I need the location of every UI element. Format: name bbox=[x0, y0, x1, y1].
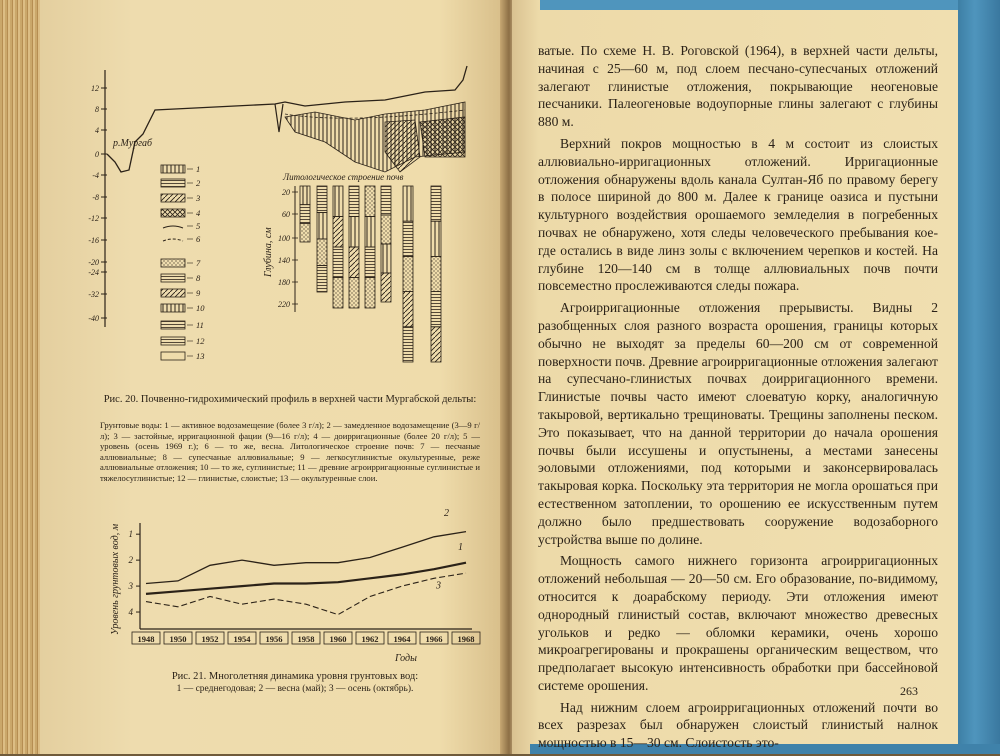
legend-line bbox=[163, 239, 183, 241]
lithology-title: Литологическое строение почв bbox=[283, 172, 404, 182]
cover-edge-top bbox=[540, 0, 1000, 10]
legend-swatch bbox=[161, 194, 185, 202]
soil-column-layer bbox=[333, 278, 343, 309]
figure-20-caption: Рис. 20. Почвенно-гидрохимический профиль в верхней части Мургабской дельты: bbox=[103, 394, 477, 405]
soil-column-layer bbox=[349, 186, 359, 217]
depth-tick-label: 180 bbox=[278, 278, 290, 287]
y-tick-label: 4 bbox=[128, 607, 133, 618]
legend-swatch bbox=[161, 289, 185, 297]
depth-tick-label: 140 bbox=[278, 256, 290, 265]
depth-tick-label: 60 bbox=[282, 210, 290, 219]
soil-column-layer bbox=[403, 221, 413, 256]
y-tick-label: 2 bbox=[128, 555, 133, 566]
soil-column-layer bbox=[381, 244, 391, 273]
depth-tick-label: 100 bbox=[278, 234, 290, 243]
right-page-text bbox=[538, 42, 938, 756]
x-tick-label: 1966 bbox=[425, 634, 443, 644]
soil-column-layer bbox=[317, 213, 327, 240]
soil-column-layer bbox=[349, 278, 359, 309]
legend-number: 11 bbox=[196, 320, 204, 330]
depth-tick-label: 20 bbox=[282, 188, 290, 197]
legend-swatch bbox=[161, 304, 185, 312]
x-tick-label: 1948 bbox=[137, 634, 155, 644]
y-tick-label: -24 bbox=[88, 268, 99, 277]
y-tick-label: 4 bbox=[95, 126, 99, 135]
y-tick-label: 3 bbox=[128, 581, 133, 592]
y-tick-label: -8 bbox=[92, 193, 99, 202]
page-number: 263 bbox=[900, 684, 918, 698]
legend-swatch bbox=[161, 274, 185, 282]
y-tick-label: 1 bbox=[128, 529, 133, 540]
x-tick-label: 1958 bbox=[297, 634, 315, 644]
y-tick-label: 12 bbox=[91, 84, 99, 93]
soil-column-layer bbox=[403, 256, 413, 291]
soil-column-layer bbox=[431, 221, 441, 256]
soil-column-layer bbox=[300, 186, 310, 205]
x-tick-label: 1960 bbox=[329, 634, 347, 644]
legend-number: 6 bbox=[196, 234, 201, 244]
y-axis-label: Уровень грунтовых вод, м bbox=[110, 523, 121, 635]
y-tick-label: 0 bbox=[95, 150, 99, 159]
y-tick-label: -40 bbox=[88, 314, 99, 323]
legend-number: 4 bbox=[196, 208, 201, 218]
x-tick-label: 1954 bbox=[233, 634, 251, 644]
soil-column-layer bbox=[431, 327, 441, 362]
legend-number: 5 bbox=[196, 221, 201, 231]
y-tick-label: -4 bbox=[92, 171, 99, 180]
x-tick-label: 1952 bbox=[201, 634, 219, 644]
soil-column-layer bbox=[317, 239, 327, 266]
legend-number: 3 bbox=[196, 193, 201, 203]
series-label: 2 bbox=[444, 508, 449, 520]
soil-column-layer bbox=[431, 186, 441, 221]
figure-20-legend: Грунтовые воды: 1 — активное водозамещение (более 3 г/л); 2 — замедленное водозамещение (3—9 г/л); 3 — застойные, ирригационной фации (9—16 г/л); 4 — доирригационные (более 20 г/л); 5 — уровень (осень 1969 г.); 6 — то же, весна. Литологическое строение почв: 7 — песчаные аллювиальные; 8 — супесчаные аллювиальные; 9 — легкосуглинистые окультуренные, реже аллювиальные отложения; 10 — то же, суглинистые; 11 — древние агроирригационные суглинистые и тяжелосуглинистые; 12 — глинистые, слоистые; 13 — окультуренные слои. bbox=[100, 420, 480, 483]
legend-number: 7 bbox=[196, 258, 201, 268]
legend-swatch bbox=[161, 321, 185, 329]
series-line-1 bbox=[146, 563, 466, 594]
soil-column-layer bbox=[431, 256, 441, 291]
legend-swatch bbox=[161, 179, 185, 187]
y-tick-label: -32 bbox=[88, 290, 99, 299]
legend-number: 1 bbox=[196, 164, 201, 174]
legend-swatch bbox=[161, 209, 185, 217]
x-tick-label: 1968 bbox=[457, 634, 475, 644]
depth-tick-label: 220 bbox=[278, 300, 290, 309]
soil-column-layer bbox=[333, 186, 343, 217]
soil-column-layer bbox=[349, 217, 359, 248]
soil-column-layer bbox=[431, 292, 441, 327]
soil-column-layer bbox=[381, 273, 391, 302]
paragraph: Верхний покров мощностью в 4 м состоит из слоистых аллювиально-ирригационных отложений. Ирригационные отложения обнаружены вдоль канала Султан-Яб по правому берегу в полосе шириной до 800 м. Далее к границе оазиса и пустыни культурного воздействия орошаемого земледелия в погребенных почвах не обнаружено, хотя следы человеческого пребывания кое-где остались в виде линз золы с включением черепков и костей. На глубине 120—140 см в толще аллювиальных почв почти повсеместно прослеживаются следы пожара. bbox=[538, 135, 938, 294]
soil-column-layer bbox=[365, 247, 375, 278]
series-line-3 bbox=[146, 573, 466, 615]
paragraph: Мощность самого нижнего горизонта агроирригационных отложений небольшая — 20—50 см. Его образование, по-видимому, относится к доарабскому периоду. Эти отложения имеют однородный глинистый состав, включают множество древесных угольков и редко — обломки керамики, очень хорошо микроагрегированы и прокрашены органическим веществом, что предполагает высокую интенсивность обработки при бассейновой системе орошения. bbox=[538, 553, 938, 693]
soil-column-layer bbox=[365, 186, 375, 217]
soil-column-layer bbox=[381, 186, 391, 215]
y-tick-label: 8 bbox=[95, 105, 99, 114]
paragraph: ватые. По схеме Н. В. Роговской (1964), в верхней части дельты, начиная с 25—60 м, под слоем песчано-супесчаных отложений залегают глинистые отложения, покрывающие неогеновые песчаники. Палеогеновые водоупорные глины залегают с глубины 880 м. bbox=[538, 43, 938, 130]
series-line-2 bbox=[146, 532, 466, 584]
paragraph: Над нижним слоем агроирригационных отложений почти во всех разрезах был обнаружен слоистый глинистый налнок мощностью в 15—30 см. Слоистость это- bbox=[538, 699, 938, 751]
legend-number: 8 bbox=[196, 273, 201, 283]
soil-column-layer bbox=[317, 266, 327, 293]
legend-swatch bbox=[161, 337, 185, 345]
legend-swatch bbox=[161, 165, 185, 173]
legend-number: 9 bbox=[196, 288, 201, 298]
soil-column-layer bbox=[381, 215, 391, 244]
soil-column-layer bbox=[365, 278, 375, 309]
x-tick-label: 1962 bbox=[361, 634, 379, 644]
soil-column-layer bbox=[333, 217, 343, 248]
figure-21-caption bbox=[105, 670, 485, 696]
x-tick-label: 1956 bbox=[265, 634, 283, 644]
legend-number: 13 bbox=[196, 351, 205, 361]
soil-column-layer bbox=[349, 247, 359, 278]
x-tick-label: 1964 bbox=[393, 634, 411, 644]
series-label: 1 bbox=[458, 541, 463, 553]
paragraph: Агроирригационные отложения прерывисты. Видны 2 разобщенных слоя разного возраста орошения, границы которых обычно не выходят за пределы 60—200 см от современной поверхности почв. Древние агроирригационные отложения залегают на супесчано-глинистых почвах доирригационного времени. Глинистые почвы часто имеют слоеватую корку, аналогичную такыровой, вертикально трещиноваты. Трещины заполнены песком. Это показывает, что на данной территории до начала орошения почвы были иссушены и опустынены, а местами занесены эоловыми отложениями, под которыми и законсервировалась такыровая корка. Поскольку эта территория не могла орошаться при естественном затоплении, то орошению ее искусственным путем должно было предшествовать сооружение водозаборного устройства выше по долине. bbox=[538, 300, 938, 547]
legend-swatch bbox=[161, 352, 185, 360]
y-tick-label: -16 bbox=[88, 236, 99, 245]
soil-column-layer bbox=[300, 205, 310, 224]
soil-column-layer bbox=[403, 292, 413, 327]
depth-axis-label: Глубина, см bbox=[263, 227, 274, 277]
cover-edge-right bbox=[958, 0, 1000, 754]
series-label: 3 bbox=[436, 580, 441, 592]
figure-21-title: Рис. 21. Многолетняя динамика уровня грунтовых вод: bbox=[171, 671, 419, 682]
y-tick-label: -20 bbox=[88, 258, 99, 267]
figure-20-profile bbox=[85, 62, 485, 377]
x-axis-label: Годы bbox=[395, 653, 417, 664]
x-tick-label: 1950 bbox=[169, 634, 187, 644]
figure-21-legend: 1 — среднегодовая; 2 — весна (май); 3 — осень (октябрь). bbox=[176, 684, 414, 694]
y-tick-label: -12 bbox=[88, 214, 99, 223]
legend-number: 12 bbox=[196, 336, 205, 346]
legend-number: 10 bbox=[196, 303, 205, 313]
legend-line bbox=[163, 226, 183, 228]
soil-column-layer bbox=[403, 327, 413, 362]
soil-column-layer bbox=[365, 217, 375, 248]
soil-column-layer bbox=[333, 247, 343, 278]
figure-21-chart bbox=[100, 508, 485, 665]
soil-column-layer bbox=[300, 223, 310, 242]
legend-swatch bbox=[161, 259, 185, 267]
place-label: р.Мургаб bbox=[113, 138, 153, 149]
legend-number: 2 bbox=[196, 178, 201, 188]
soil-column-layer bbox=[403, 186, 413, 221]
soil-column-layer bbox=[317, 186, 327, 213]
